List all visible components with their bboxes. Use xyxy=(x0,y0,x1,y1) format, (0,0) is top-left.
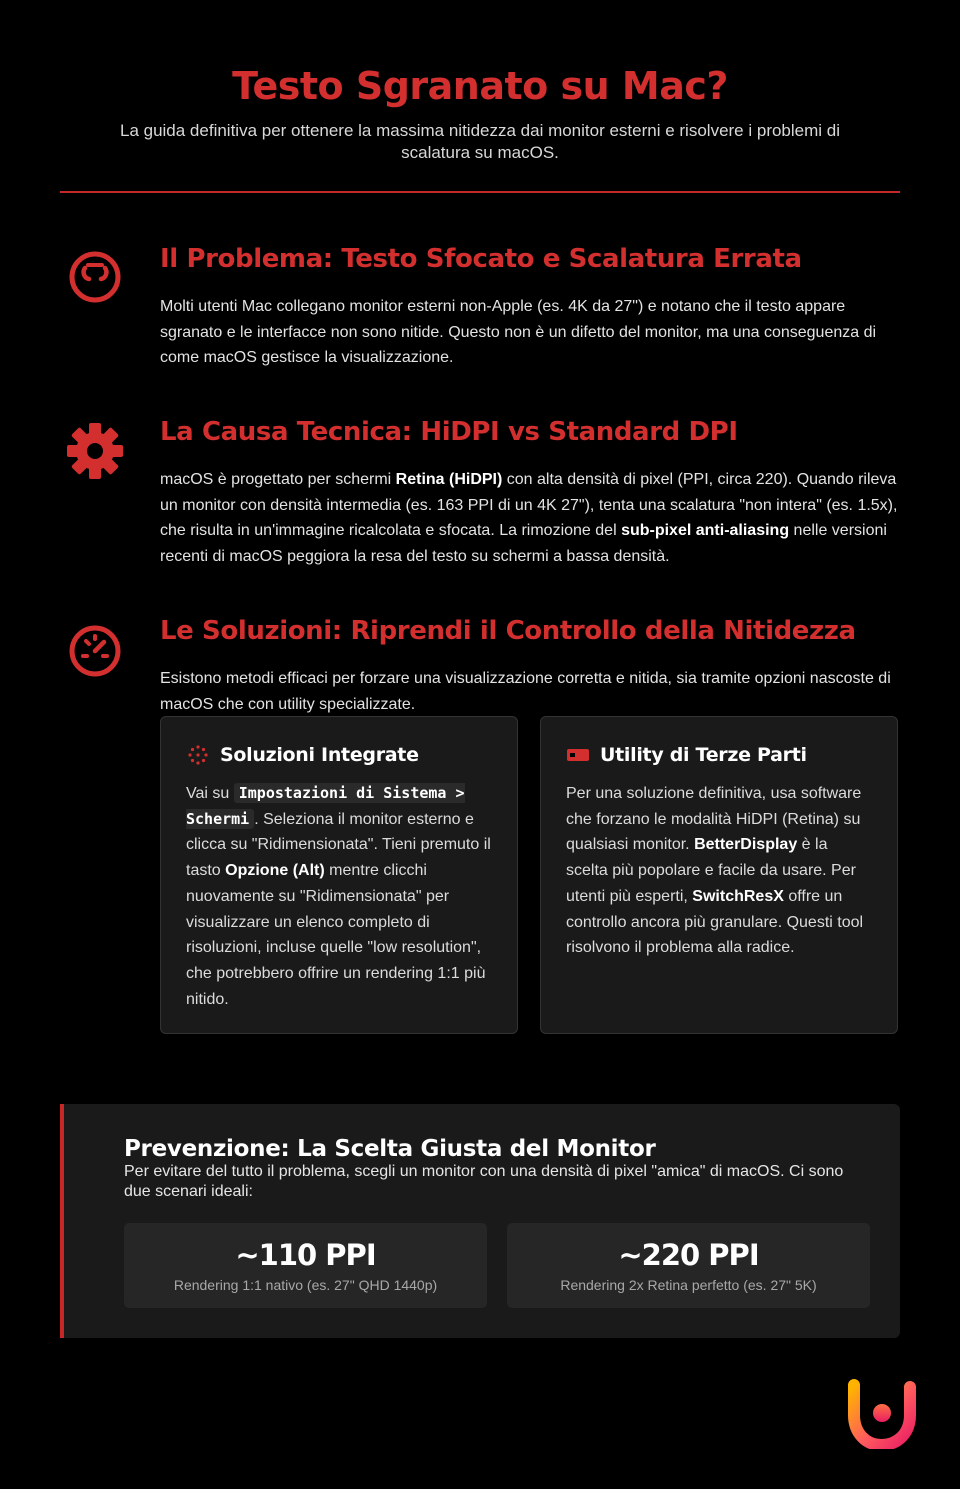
page-subtitle: La guida definitiva per ottenere la massima nitidezza dai monitor esterni e risolvere i problemi di scalatura su macOS. xyxy=(119,121,841,162)
section-title: Il Problema: Testo Sfocato e Scalatura Errata xyxy=(160,244,802,274)
highlight-option-key: Opzione (Alt) xyxy=(225,862,325,880)
brand-logo-icon xyxy=(846,1379,916,1449)
text-fragment: nelle versioni recenti di macOS peggiora la resa del testo su schermi a bassa densità. xyxy=(160,522,887,566)
ppi-description: Rendering 2x Retina perfetto (es. 27" 5K) xyxy=(560,1277,817,1293)
display-card-icon xyxy=(566,743,590,767)
text-fragment: con alta densità di pixel (PPI, circa 220). Quando rileva un monitor con densità intermedia (es. 163 PPI di un 4K 27"), tenta una scalatura "non intera" (es. 1.5x), che risulta in un'immagine ricalcolata e sfocata. La rimozione del xyxy=(160,471,898,540)
dots-icon xyxy=(186,743,210,767)
card-integrated-solutions xyxy=(160,716,518,1034)
settings-path-code: Impostazioni di Sistema > Schermi xyxy=(186,784,465,828)
highlight-betterdisplay: BetterDisplay xyxy=(694,836,798,854)
section-text xyxy=(160,467,900,570)
ppi-value: ~220 PPI xyxy=(618,1238,759,1272)
highlight-antialiasing: sub-pixel anti-aliasing xyxy=(621,522,790,540)
card-third-party-utilities xyxy=(540,716,898,1034)
text-fragment: Per una soluzione definitiva, usa software che forzano le modalità HiDPI (Retina) su qualsiasi monitor. xyxy=(566,785,862,854)
text-fragment: Vai su xyxy=(186,785,234,802)
ppi-description: Rendering 1:1 nativo (es. 27" QHD 1440p) xyxy=(173,1277,438,1293)
prevention-text: Per evitare del tutto il problema, scegli un monitor con una densità di pixel "amica" di macOS. Ci sono due scenari ideali: xyxy=(124,1163,844,1200)
page-title: Testo Sgranato su Mac? xyxy=(232,64,728,108)
section-text: Molti utenti Mac collegano monitor esterni non-Apple (es. 4K da 27") e notano che il testo appare sgranato e le interfacce non sono nitide. Questo non è un difetto del monitor, ma una conseguenza di come macOS gestisce la visualizzazione. xyxy=(160,298,877,367)
section-title: La Causa Tecnica: HiDPI vs Standard DPI xyxy=(160,417,738,447)
text-fragment: è la scelta più popolare e facile da usare. Per utenti più esperti, xyxy=(566,836,856,905)
ppi-option-110 xyxy=(124,1223,487,1308)
gauge-icon xyxy=(66,622,124,680)
text-fragment: . Seleziona il monitor esterno e clicca su "Ridimensionata". Tieni premuto il tasto xyxy=(186,810,491,880)
card-title: Soluzioni Integrate xyxy=(220,744,419,766)
frown-face-icon xyxy=(66,248,124,306)
prevention-title: Prevenzione: La Scelta Giusta del Monitor xyxy=(124,1136,656,1162)
text-fragment: offre un controllo ancora più granulare. Questi tool risolvono il problema alla radice. xyxy=(566,887,864,957)
text-fragment: mentre clicchi nuovamente su "Ridimensionata" per visualizzare un elenco completo di risoluzioni, incluse quelle "low resolution", che potrebbero offrire un rendering 1:1 più nitido. xyxy=(186,862,486,1008)
card-title: Utility di Terze Parti xyxy=(600,744,807,766)
ppi-value: ~110 PPI xyxy=(235,1238,376,1272)
section-text: Esistono metodi efficaci per forzare una visualizzazione corretta e nitida, sia tramite opzioni nascoste di macOS che con utility specializzate. xyxy=(160,670,891,713)
section-title: Le Soluzioni: Riprendi il Controllo della Nitidezza xyxy=(160,616,856,646)
header-divider xyxy=(60,191,900,193)
highlight-switchresx: SwitchResX xyxy=(692,887,784,905)
card-text xyxy=(566,781,872,961)
card-text xyxy=(186,781,492,1012)
prevention-panel xyxy=(60,1104,900,1338)
header xyxy=(60,58,900,164)
gear-icon xyxy=(66,422,124,480)
highlight-retina: Retina (HiDPI) xyxy=(395,471,503,488)
text-fragment: macOS è progettato per schermi xyxy=(160,471,396,488)
solution-cards xyxy=(160,716,900,1036)
ppi-option-220 xyxy=(507,1223,870,1308)
